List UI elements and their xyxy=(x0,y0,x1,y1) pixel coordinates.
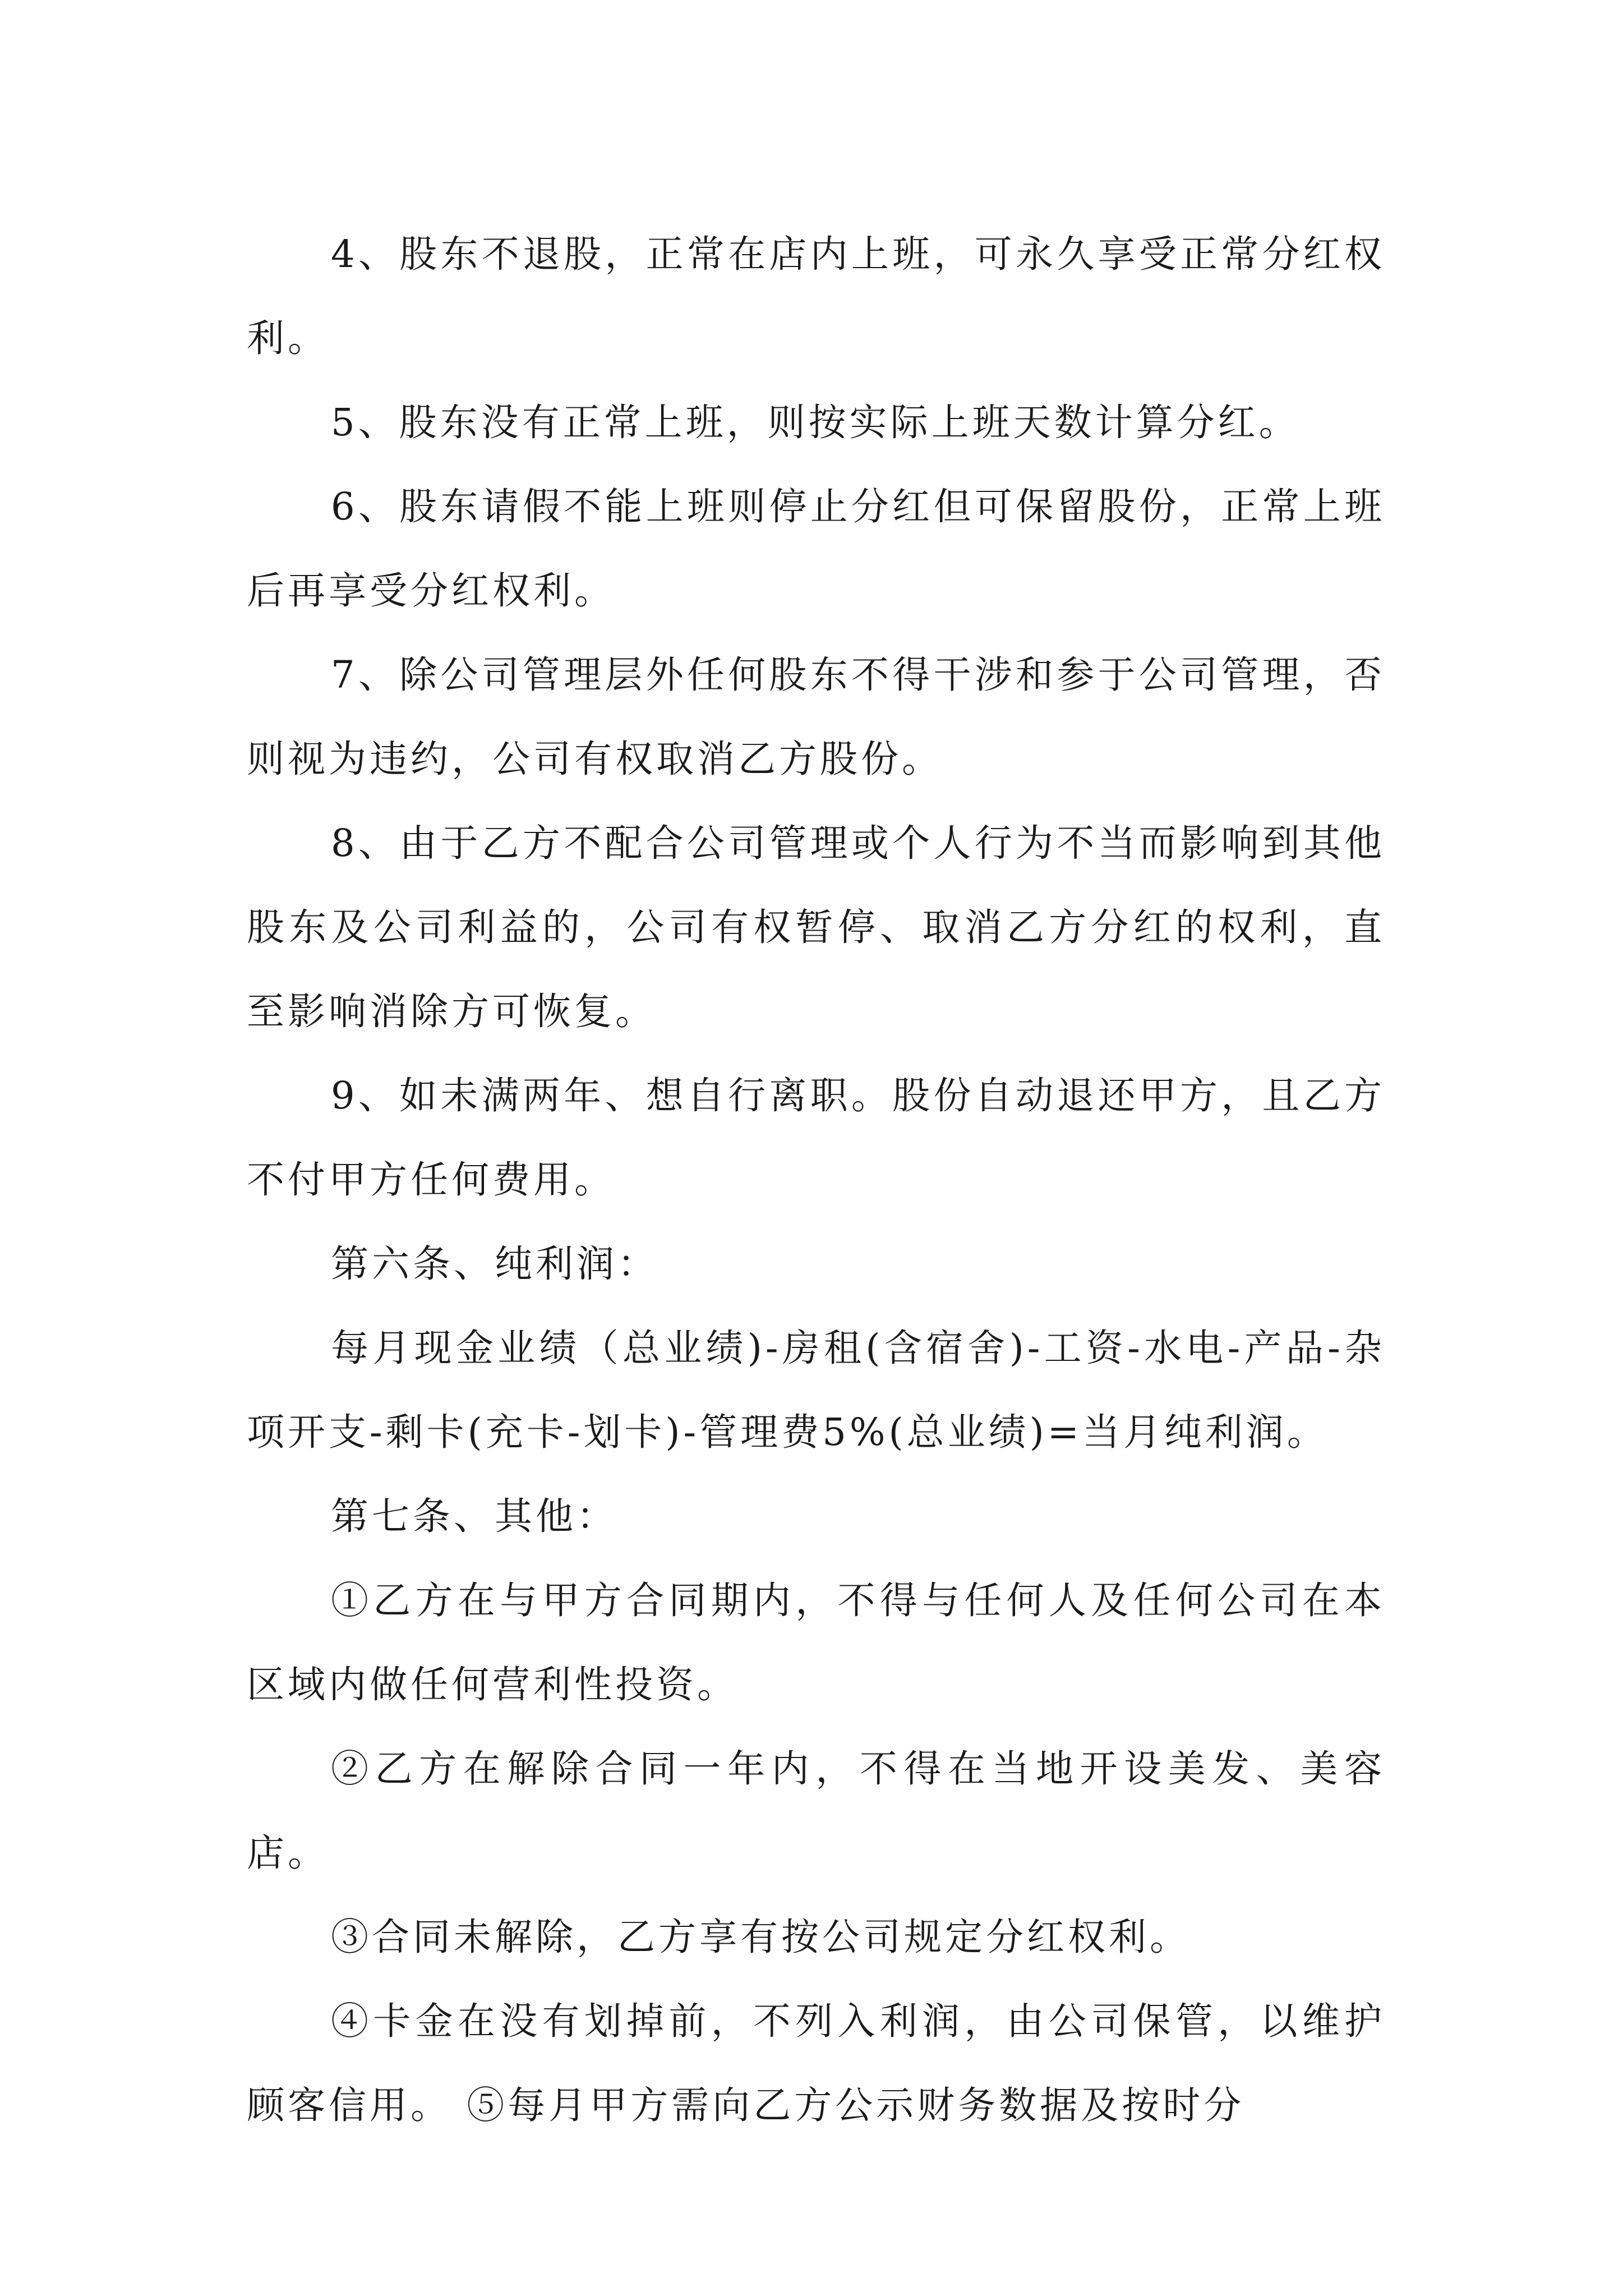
other-item-2: ②乙方在解除合同一年内，不得在当地开设美发、美容店。 xyxy=(247,1747,1385,1875)
other-item-1: ①乙方在与甲方合同期内，不得与任何人及任何公司在本区域内做任何营利性投资。 xyxy=(247,1579,1385,1706)
other-item-4-5: ④卡金在没有划掉前，不列入利润，由公司保管，以维护顾客信用。 ⑤每月甲方需向乙方公示财务数据及按时分 xyxy=(247,1999,1385,2127)
article-6-heading: 第六条、纯利润： xyxy=(331,1242,658,1286)
article-7-heading: 第七条、其他： xyxy=(331,1494,617,1538)
clause-7: 7、除公司管理层外任何股东不得干涉和参于公司管理，否则视为违约，公司有权取消乙方股份。 xyxy=(247,653,1385,781)
other-item-3: ③合同未解除，乙方享有按公司规定分红权利。 xyxy=(331,1915,1191,1959)
net-profit-formula: 每月现金业绩（总业绩)-房租(含宿舍)-工资-水电-产品-杂项开支-剩卡(充卡-划卡)-管理费5%(总业绩)=当月纯利润。 xyxy=(247,1326,1385,1454)
clause-4: 4、股东不退股，正常在店内上班，可永久享受正常分红权利。 xyxy=(247,232,1385,360)
clause-5: 5、股东没有正常上班，则按实际上班天数计算分红。 xyxy=(331,401,1300,444)
document-body xyxy=(247,212,1385,2147)
clause-9: 9、如未满两年、想自行离职。股份自动退还甲方，且乙方不付甲方任何费用。 xyxy=(247,1074,1385,1202)
clause-6: 6、股东请假不能上班则停止分红但可保留股份，正常上班后再享受分红权利。 xyxy=(247,485,1385,613)
clause-8: 8、由于乙方不配合公司管理或个人行为不当而影响到其他股东及公司利益的，公司有权暂停、取消乙方分红的权利，直至影响消除方可恢复。 xyxy=(247,821,1385,1033)
